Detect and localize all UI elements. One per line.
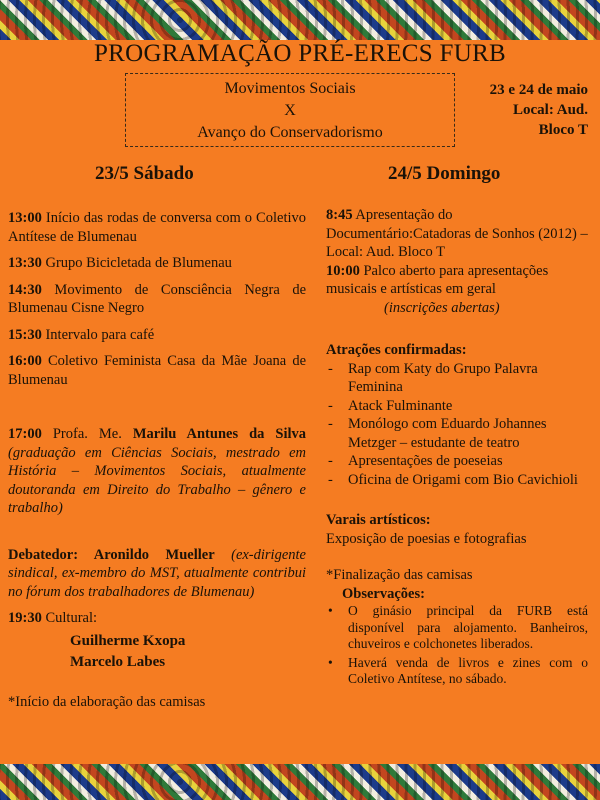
schedule-item: 13:30 Grupo Bicicletada de Blumenau (8, 255, 232, 271)
theme-line-2: X (284, 102, 296, 119)
sunday-heading: 24/5 Domingo (388, 163, 501, 184)
debater-label: Debatedor: Aronildo Mueller (8, 546, 215, 563)
decorative-bottom-border (0, 764, 600, 800)
attractions-list (326, 360, 588, 490)
event-local: Local: Aud. (512, 102, 588, 118)
speaker-name: Marilu Antunes da Silva (132, 426, 307, 442)
saturday-note: *Início da elaboração das camisas (8, 693, 206, 710)
list-item: - Oficina de Origami com Bio Cavichioli (326, 471, 588, 490)
date-location (458, 80, 588, 140)
theme-line-3: Avanço do Conservadorismo (197, 124, 383, 141)
theme-box (125, 73, 455, 147)
saturday-heading: 23/5 Sábado (95, 163, 194, 184)
list-item: - Rap com Katy do Grupo Palavra Feminina (326, 360, 588, 397)
saturday-column (8, 209, 306, 711)
cultural-item: 19:30 Cultural: (8, 610, 98, 626)
speaker-bio: (graduação em Ciências Sociais, mestrado em História – Movimentos Sociais, atualmente doutoranda em Direito do Trabalho – gênero e trabalho) (8, 444, 306, 516)
schedule-item: 13:00 Início das rodas de conversa com o Coletivo Antítese de Blumenau (8, 210, 306, 245)
sunday-column (326, 206, 588, 690)
sunday-note: *Finalização das camisas (326, 567, 473, 583)
decorative-top-border (0, 0, 600, 40)
observations-list (326, 603, 588, 688)
schedule-item: 8:45 Apresentação do Documentário:Catadoras de Sonhos (2012) – Local: Aud. Bloco T (326, 207, 588, 260)
event-dates: 23 e 24 de maio (489, 82, 588, 98)
schedule-item: 14:30 Movimento de Consciência Negra de Blumenau Cisne Negro (8, 281, 307, 316)
list-item: - Atack Fulminante (326, 397, 588, 416)
observations-heading: Observações: (342, 585, 425, 602)
art-heading: Varais artísticos: (326, 512, 431, 528)
schedule-item: 15:30 Intervalo para café (8, 326, 155, 343)
registrations-note: (inscrições abertas) (384, 299, 500, 316)
page-title: PROGRAMAÇÃO PRÉ-ERECS FURB (93, 40, 507, 67)
list-item: • Haverá venda de livros e zines com o Coletivo Antítese, no sábado. (326, 655, 588, 688)
cultural-artist: Guilherme Kxopa (70, 632, 186, 649)
list-item: • O ginásio principal da FURB está disponível para alojamento. Banheiros, chuveiros e colchonetes liberados. (326, 603, 588, 653)
art-text: Exposição de poesias e fotografias (326, 530, 527, 547)
schedule-item: 16:00 Coletivo Feminista Casa da Mãe Joana de Blumenau (8, 353, 307, 388)
event-bloco: Bloco T (538, 122, 588, 138)
schedule-item: 10:00 Palco aberto para apresentações musicais e artísticas em geral (326, 262, 549, 297)
debater-bio: (ex-dirigente sindical, ex-membro do MST, atualmente contribui no fórum dos trabalhadores de Blumenau) (8, 546, 306, 600)
cultural-artist: Marcelo Labes (70, 654, 166, 670)
debater-item (8, 546, 306, 602)
theme-line-1: Movimentos Sociais (224, 80, 356, 97)
attractions-heading: Atrações confirmadas: (326, 342, 467, 358)
talk-item: 17:00 Profa. Me. Marilu Antunes da Silva (graduação em Ciências Sociais, mestrado em História – Movimentos Sociais, atualmente doutoranda em Direito do Trabalho – gênero e trabalho) (8, 426, 307, 516)
list-item: - Apresentações de poeseias (326, 452, 588, 471)
list-item: - Monólogo com Eduardo Johannes Metzger – estudante de teatro (326, 415, 588, 452)
